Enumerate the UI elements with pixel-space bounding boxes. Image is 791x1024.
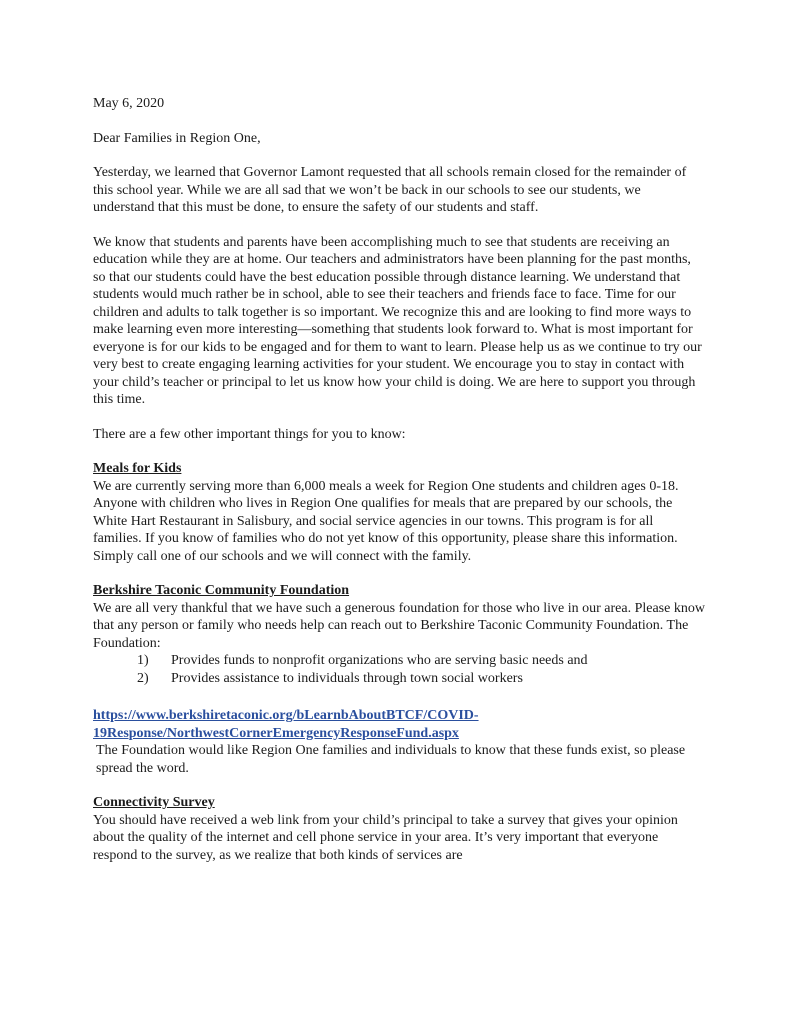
list-item-number: 1) [137,653,149,668]
list-item-number: 2) [137,670,149,686]
section-heading-connectivity-survey: Connectivity Survey [93,795,215,810]
salutation: Dear Families in Region One, [93,130,261,146]
section-connectivity-survey [93,794,705,864]
foundation-services-list [137,652,705,687]
after-link-text: The Foundation would like Region One families and individuals to know that these funds exist, so please spread the word. [96,743,686,776]
letter-content [93,95,705,864]
section-heading-meals-for-kids: Meals for Kids [93,461,182,476]
btcf-link-line-1[interactable]: https://www.berkshiretaconic.org/bLearnbAboutBTCF/COVID- [93,708,479,723]
list-item [137,670,705,688]
section-body-berkshire-taconic: We are all very thankful that we have such a generous foundation for those who live in our area. Please know that any person or family who needs help can reach out to Berkshire Taconic Community Foundation. The Foundation: [93,600,705,651]
btcf-link-line-2[interactable]: 19Response/NorthwestCornerEmergencyResponseFund.aspx [93,725,459,741]
letter-date: May 6, 2020 [93,96,165,111]
list-item [137,652,705,670]
things-to-know-line: There are a few other important things for you to know: [93,426,406,442]
intro-paragraph-closure-news: Yesterday, we learned that Governor Lamont requested that all schools remain closed for the remainder of this school year. While we are all sad that we won’t be back in our schools to see our students, we understand that this must be done, to ensure the safety of our students and staff. [93,165,687,215]
section-body-meals-for-kids: We are currently serving more than 6,000 meals a week for Region One students and children ages 0-18. Anyone with children who lives in Region One qualifies for meals that are prepared by our schools, the White Hart Restaurant in Salisbury, and social service agencies in our towns. This program is for all families. If you know of families who do not yet know of this opportunity, please share this information. Simply call one of our schools and we will connect with the family. [93,478,679,564]
section-body-connectivity-survey: You should have received a web link from your child’s principal to take a survey that gives your opinion about the quality of the internet and cell phone service in your area. It’s very important that everyone respond to the survey, as we realize that both kinds of services are [93,812,678,863]
intro-paragraph-distance-learning: We know that students and parents have been accomplishing much to see that students are receiving an education while they are at home. Our teachers and administrators have been planning for the past months, so that our students could have the best education possible through distance learning. We understand that students would much rather be in school, able to see their teachers and friends face to face. Time for our children and adults to talk together is so important. We recognize this and are looking to find more ways to make learning even more interesting—something that students look forward to. What is most important for everyone is for our kids to be engaged and for them to want to learn. Please help us as we continue to try our very best to create engaging learning activities for your student. We encourage you to stay in contact with your child’s teacher or principal to let us know how your child is doing. We are here to support you through this time. [93,234,702,407]
btcf-emergency-fund-link[interactable] [93,707,705,742]
section-meals-for-kids [93,460,705,565]
section-berkshire-taconic [93,582,705,777]
section-heading-berkshire-taconic: Berkshire Taconic Community Foundation [93,583,350,598]
list-item-text: Provides funds to nonprofit organizations who are serving basic needs and [171,653,588,668]
list-item-text: Provides assistance to individuals through town social workers [171,670,523,686]
